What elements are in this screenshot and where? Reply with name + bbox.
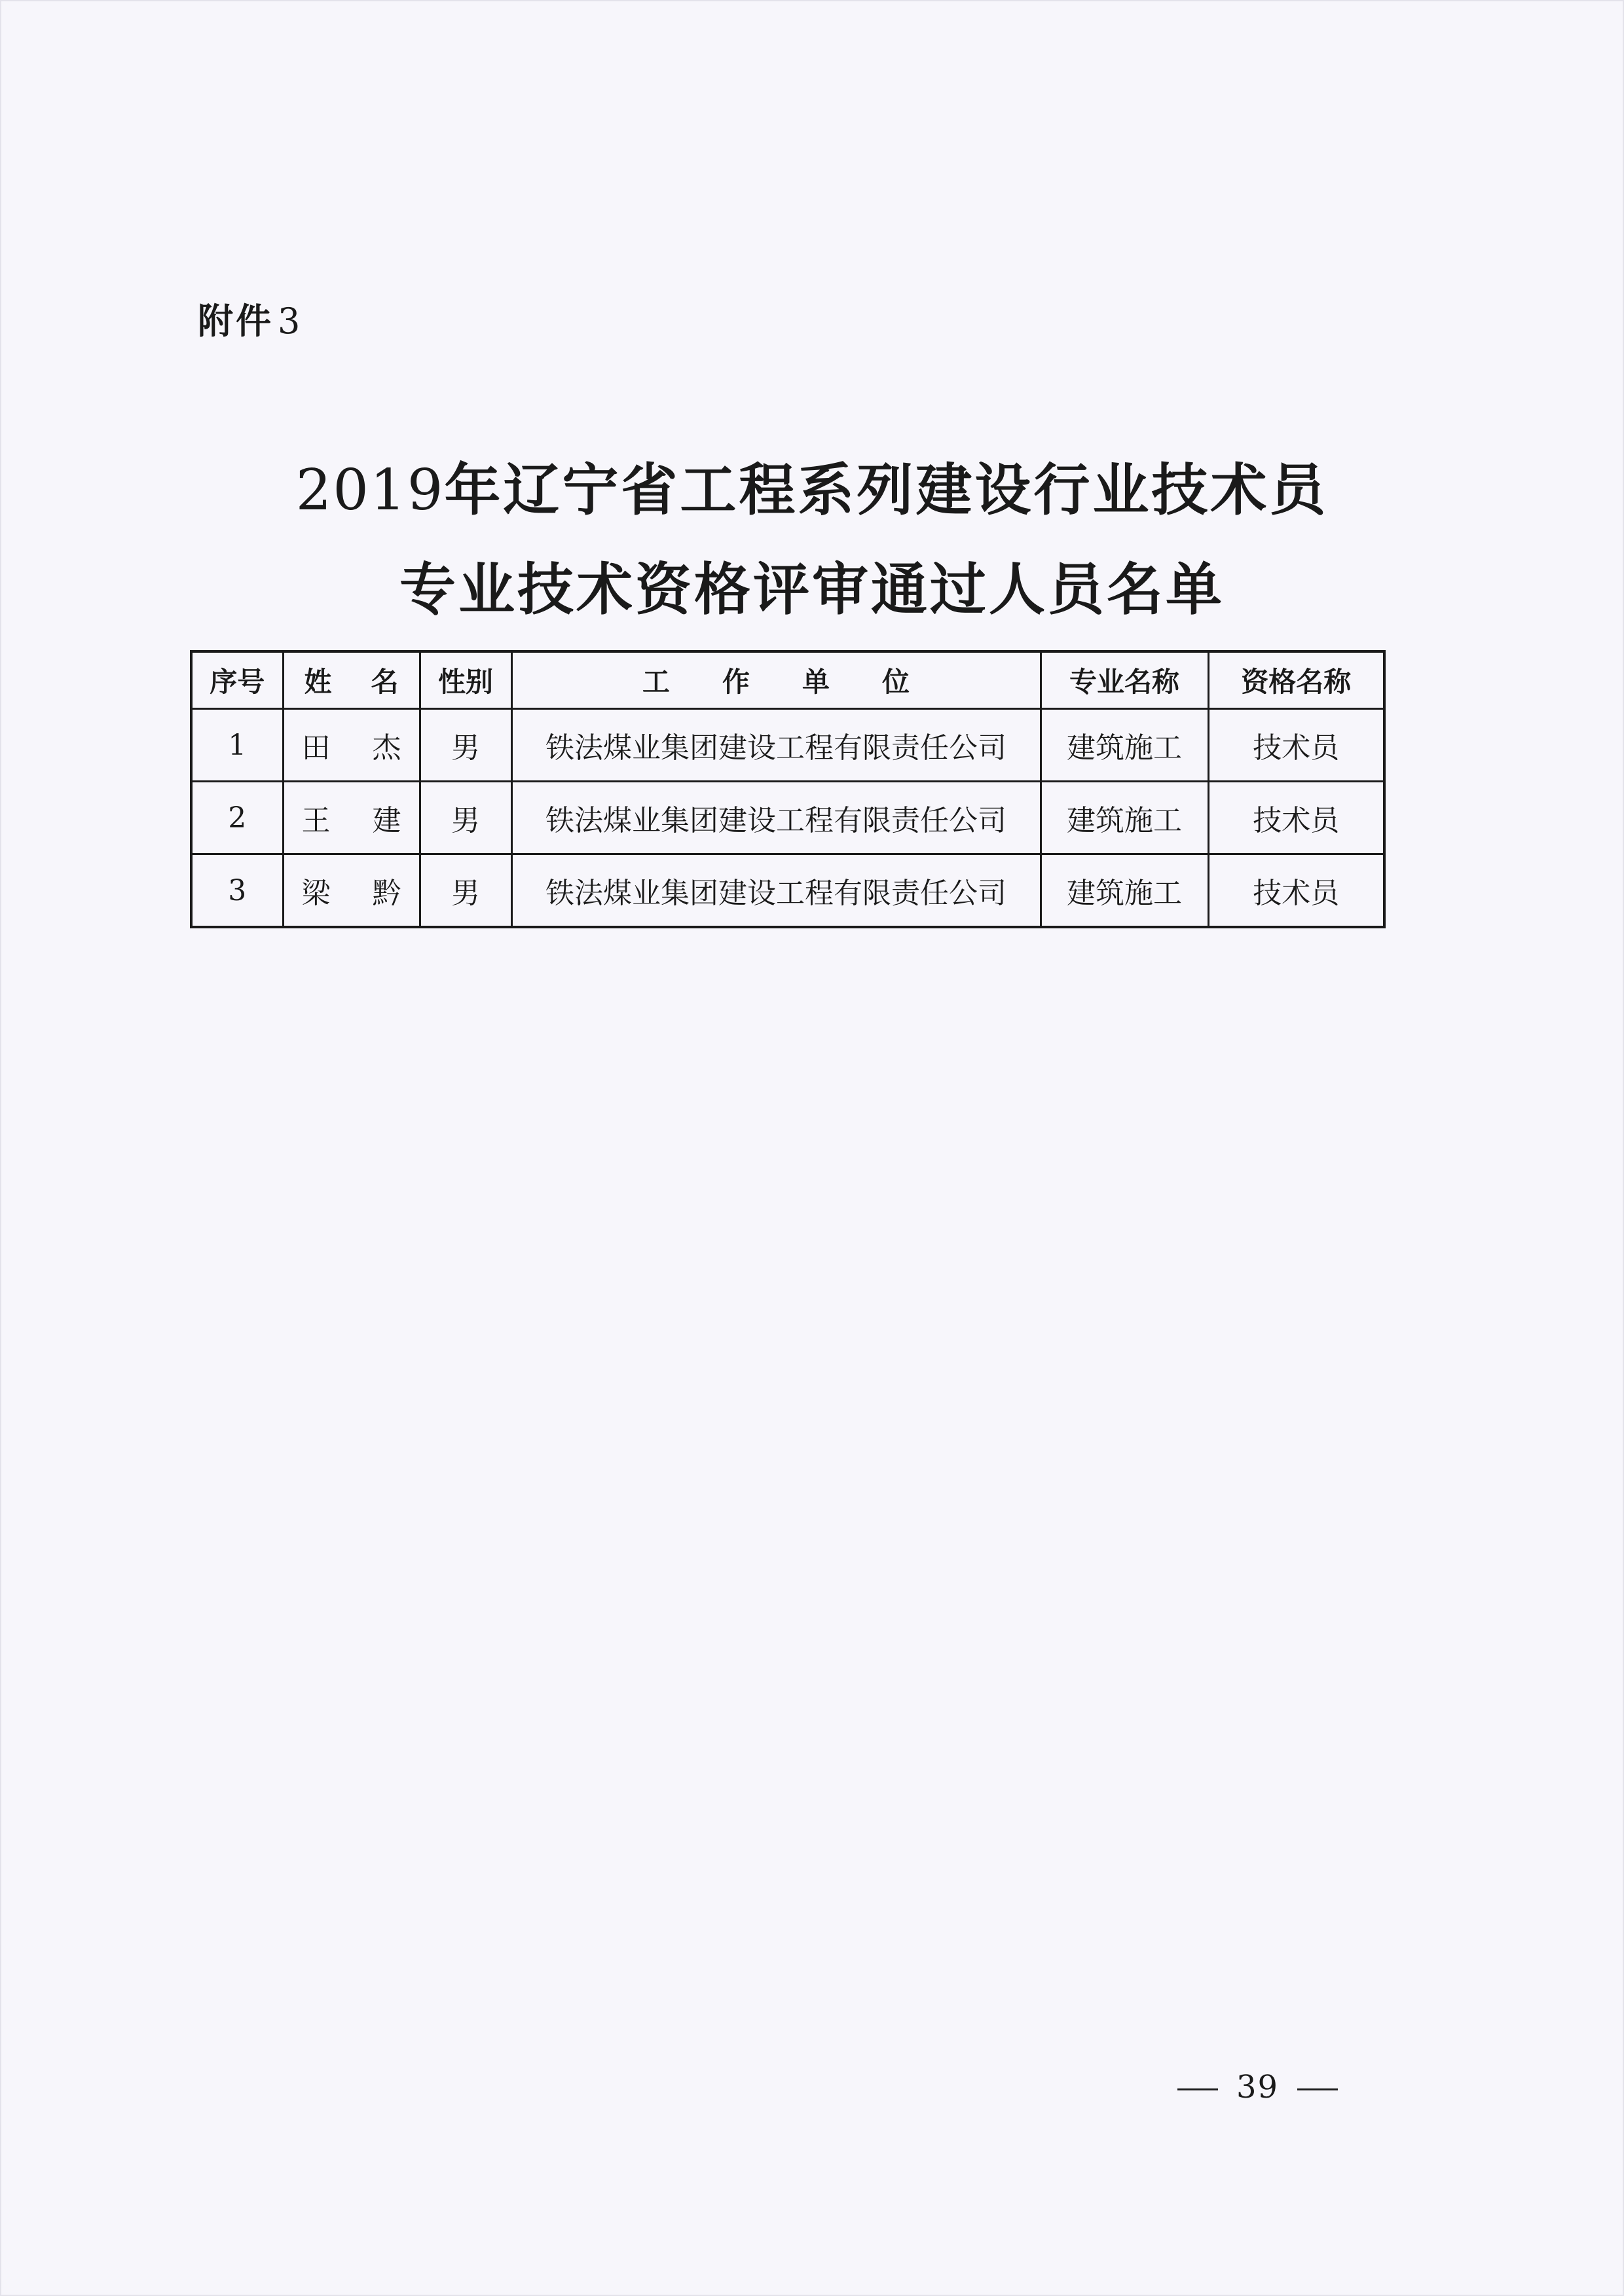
header-seq: 序号 [191,651,283,709]
attachment-label [198,293,303,344]
cell-seq: 3 [191,854,283,928]
page-number [1159,2069,1356,2105]
cell-name: 王建 [283,782,420,854]
document-title-line-2: 专业技术资格评审通过人员名单 [399,556,1225,623]
table-row [191,782,1384,854]
cell-specialty: 建筑施工 [1041,854,1208,928]
cell-gender: 男 [420,854,511,928]
cell-workplace: 铁法煤业集团建设工程有限责任公司 [511,709,1041,782]
cell-specialty: 建筑施工 [1041,782,1208,854]
header-workplace: 工作单位 [511,651,1041,709]
page-number-right-dash [1297,2088,1338,2090]
page-number-left-dash [1177,2088,1218,2090]
title-year: 2019 [295,458,445,523]
cell-specialty: 建筑施工 [1041,709,1208,782]
cell-qualification: 技术员 [1208,709,1384,782]
cell-workplace: 铁法煤业集团建设工程有限责任公司 [511,854,1041,928]
cell-seq: 2 [191,782,283,854]
header-name: 姓名 [283,651,420,709]
table-row [191,854,1384,928]
table-row [191,709,1384,782]
cell-name: 田杰 [283,709,420,782]
page-number-value: 39 [1236,2069,1280,2105]
header-specialty: 专业名称 [1041,651,1208,709]
title-line-1-text: 年辽宁省工程系列建设行业技术员 [444,457,1329,523]
cell-workplace: 铁法煤业集团建设工程有限责任公司 [511,782,1041,854]
header-qualification: 资格名称 [1208,651,1384,709]
attachment-number: 3 [278,301,303,342]
cell-gender: 男 [420,782,511,854]
attachment-label-text: 附件 [198,301,274,342]
cell-seq: 1 [191,709,283,782]
cell-qualification: 技术员 [1208,854,1384,928]
personnel-table [190,650,1386,928]
header-gender: 性别 [420,651,511,709]
table-header-row [191,651,1384,709]
cell-name: 梁黔 [283,854,420,928]
document-title-line-1 [196,457,1428,523]
cell-qualification: 技术员 [1208,782,1384,854]
cell-gender: 男 [420,709,511,782]
